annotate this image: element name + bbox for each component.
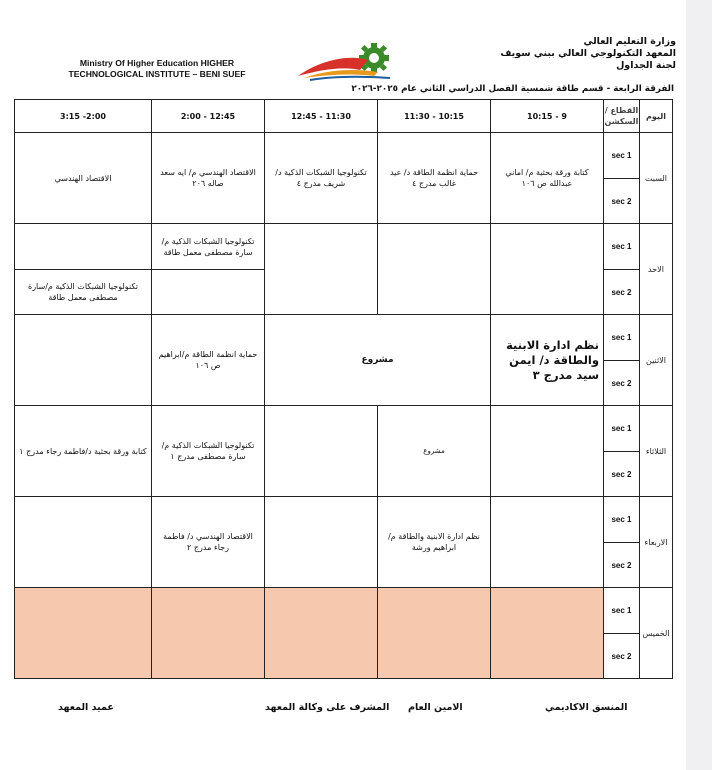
day-label: السبت [640, 133, 673, 224]
schedule-table [14, 99, 673, 679]
empty-cell [378, 588, 491, 679]
footer-dean: عميد المعهد [58, 702, 114, 713]
time-slot-header: 10:15 - 11:30 [378, 100, 491, 133]
sec2-label: sec 2 [604, 361, 640, 406]
table-header-row [15, 100, 673, 133]
class-cell [378, 133, 491, 224]
empty-cell [265, 588, 378, 679]
footer-coordinator: المنسق الاكاديمي [545, 702, 628, 713]
class-text: تكنولوجيا الشبكات الذكية م/سارة مصطفى معمل طاقة [161, 236, 255, 257]
sec1-label: sec 1 [604, 406, 640, 452]
day-column-header: اليوم [640, 100, 673, 133]
sec1-label: sec 1 [604, 315, 640, 361]
time-slot-header: 11:30 - 12:45 [265, 100, 378, 133]
header-arabic-line-3: لجنة الجداول [616, 60, 676, 71]
class-text: الاقتصاد الهندسي د/ فاطمة رجاء مدرج ٢ [163, 532, 253, 552]
header-english-line-2: TECHNOLOGICAL INSTITUTE – BENI SUEF [68, 69, 246, 79]
empty-cell [265, 406, 378, 497]
class-text: كتابة ورقة بحثية م/ اماني عبدالله ص ١٠٦ [505, 168, 589, 188]
project-cell [265, 315, 491, 406]
page-edge-shadow [686, 0, 712, 770]
footer-supervisor: المشرف على وكالة المعهد [265, 702, 390, 713]
empty-cell [378, 224, 491, 315]
sec1-label: sec 1 [604, 133, 640, 179]
footer-secretary: الامين العام [408, 702, 463, 713]
empty-cell [15, 315, 152, 406]
header-arabic-line-1: وزارة التعليم العالي [583, 36, 676, 47]
class-cell [265, 133, 378, 224]
empty-cell [491, 224, 604, 315]
class-cell [491, 315, 604, 406]
day-label: الاحد [640, 224, 673, 315]
class-text: تكنولوجيا الشبكات الذكية د/شريف مدرج ٤ [275, 168, 367, 188]
class-text: مشروع [423, 446, 445, 455]
class-cell [152, 315, 265, 406]
class-cell [152, 133, 265, 224]
empty-cell [491, 497, 604, 588]
table-row [15, 497, 673, 543]
project-text: مشروع [361, 354, 394, 365]
table-row [15, 133, 673, 179]
empty-cell [265, 224, 378, 315]
class-cell [152, 497, 265, 588]
day-label: الاثنين [640, 315, 673, 406]
sec2-label: sec 2 [604, 452, 640, 497]
class-text: نظم ادارة الابنية والطاقة م/ابراهيم ورشة [388, 532, 480, 552]
class-cell [15, 133, 152, 224]
class-text: حماية انظمة الطاقة د/ عيد غالب مدرج ٤ [389, 168, 479, 188]
time-slot-header: 12:45 - 2:00 [152, 100, 265, 133]
class-text: تكنولوجيا الشبكات الذكية م/سارة مصطفى معمل طاقة [28, 282, 138, 302]
time-slot-header: 2:00- 3:15 [15, 100, 152, 133]
class-cell [15, 270, 152, 315]
class-text: كتابة ورقة بحثية د/فاطمة رجاء مدرج ١ [19, 446, 147, 456]
header-arabic [480, 36, 676, 72]
sec1-label: sec 1 [604, 497, 640, 543]
day-label: الاربعاء [640, 497, 673, 588]
class-cell [15, 406, 152, 497]
empty-cell [491, 406, 604, 497]
empty-cell [491, 588, 604, 679]
sec2-label: sec 2 [604, 270, 640, 315]
table-row [15, 588, 673, 634]
time-slot-header: 9 - 10:15 [491, 100, 604, 133]
header-arabic-line-2: المعهد التكنولوجي العالي ببني سويف [500, 48, 676, 59]
class-text: الاقتصاد الهندسي [54, 173, 112, 183]
schedule-subtitle: الفرقة الرابعة - قسم طاقة شمسية الفصل الدراسي الثاني عام ٢٠٢٥-٢٠٢٦ [351, 84, 674, 94]
institute-logo [290, 42, 410, 84]
sec1-label: sec 1 [604, 588, 640, 634]
sec1-label: sec 1 [604, 224, 640, 270]
class-text: الاقتصاد الهندسي م/ ايه سعد صاله ٢٠٦ [160, 168, 256, 188]
table-row [15, 406, 673, 452]
empty-cell [15, 224, 152, 270]
sec2-label: sec 2 [604, 543, 640, 588]
table-row [15, 224, 673, 270]
class-text: حماية انظمة الطاقة م/ابراهيم ص ١٠٦ [158, 350, 258, 370]
sec2-label: sec 2 [604, 179, 640, 224]
empty-cell [15, 588, 152, 679]
class-text: نظم ادارة الابنية والطاقة د/ ايمن سيد مدرج ٣ [506, 337, 599, 382]
class-cell [152, 406, 265, 497]
empty-cell [152, 588, 265, 679]
class-cell [378, 497, 491, 588]
class-cell [152, 224, 265, 270]
sec2-label: sec 2 [604, 634, 640, 679]
empty-cell [265, 497, 378, 588]
logo-gear-icon [359, 43, 389, 73]
empty-cell [152, 270, 265, 315]
class-cell [378, 406, 491, 497]
class-text: تكنولوجيا الشبكات الذكية م/سارة مصطفى مدرج ١ [161, 441, 255, 461]
header-english [42, 58, 272, 80]
class-cell [491, 133, 604, 224]
header-english-line-1: Ministry Of Higher Education HIGHER [79, 58, 235, 68]
table-row [15, 315, 673, 361]
logo-swoosh-blue [310, 77, 390, 80]
day-label: الخميس [640, 588, 673, 679]
empty-cell [15, 497, 152, 588]
group-column-header: القطاع / السكشن [604, 100, 640, 133]
day-label: الثلاثاء [640, 406, 673, 497]
